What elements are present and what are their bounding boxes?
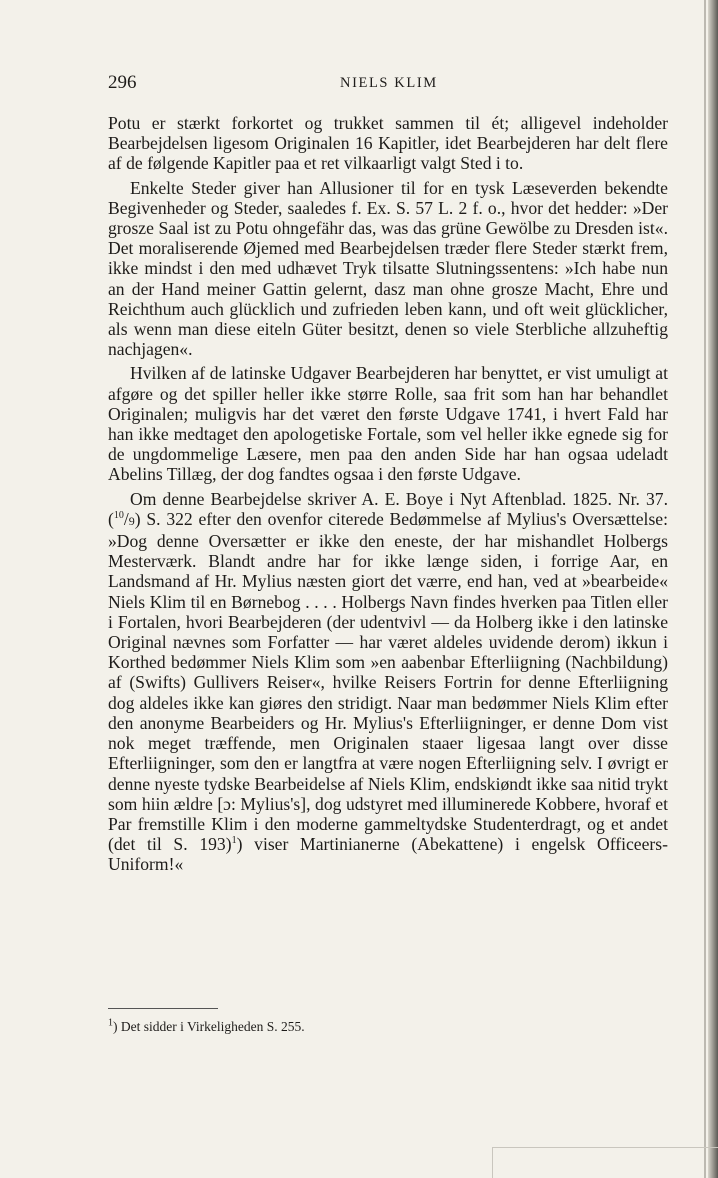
body-text — [108, 113, 668, 875]
paragraph-2: Enkelte Steder giver han Allusioner til for en tysk Læseverden bekendte Begivenheder og Steder, saaledes f. Ex. S. 57 L. 2 f. o., hvor det hedder: »Der grosze Saal ist zu Potu ohngefähr das, was das grüne Gewölbe zu Dresden ist«. Det moraliserende Øjemed med Bearbejdelsen træder flere Steder stærkt frem, ikke mindst i den med udhævet Tryk tilsatte Slutningssentens: »Ich habe nun an der Hand meiner Gattin gelernt, dasz man ohne grosze Macht, Ehre und Reichthum auch glücklich und zufrieden leben kann, und oft weit glücklicher, als wenn man diese eiteln Güter besitzt, denen so viele Sterbliche allzuheftig nachjagen«. — [108, 177, 668, 360]
paragraph-3: Hvilken af de latinske Udgaver Bearbejderen har benyttet, er vist umuligt at afgøre og det spiller heller ikke større Rolle, saa frit som han har behandlet Originalen; muligvis har det været den første Udgave 1741, i hvert Fald har han ikke medtaget den apologetiske Fortale, som vel heller ikke egnede sig for de ungdommelige Læsere, men paa den anden Side har han ogsaa udeladt Abelins Tillæg, der dog fandtes ogsaa i den første Udgave. — [108, 363, 668, 485]
paragraph-4-start: Om denne Bearbejdelse skriver A. E. Boye i Nyt Aftenblad. 1825. Nr. 37. ( — [108, 488, 668, 529]
paragraph-4-end: ) viser Martinianerne (Abekattene) i engelsk Officeers-Uniform!« — [108, 834, 668, 875]
paragraph-4-body: ) S. 322 efter den ovenfor citerede Bedømmelse af Mylius's Oversættelse: »Dog denne Oversætter er ikke den eneste, der har mishandlet Holbergs Mesterværk. Blandt andre har for ikke længe siden, i forrige Aar, en Landsmand af Hr. Mylius næsten giort det værre, end han, ved at »bearbeide« Niels Klim til en Børnebog . . . . Holbergs Navn findes hverken paa Titlen eller i Fortalen, hvori Bearbejderen (der udentvivl — da Holberg ikke i den latinske Original nævnes som Forfatter — har været aldeles uvidende derom) ikkun i Korthed bedømmer Niels Klim som »en aabenbar Efterliigning (Nachbildung) af (Swifts) Gullivers Reiser«, hvilke Reisers Fortrin for denne Efterliigning dog aldeles ikke kan giøres den stridigt. Naar man bedømmer Niels Klim efter den anonyme Bearbeiders og Hr. Mylius's Efterliigninger, er denne Dom vist nok meget træffende, men Originalen staaer ligesaa langt over disse Efterliigninger, som den er langtfra at være nogen Efterliigning selv. I øvrigt er denne nyeste tydske Bearbeidelse af Niels Klim, endskiøndt ikke saa nitid trykt som hiin ældre [ɔ: Mylius's], dog udstyret med illuminerede Kobbere, hvoraf et Par fremstille Klim i den moderne gammeltydske Studenterdragt, og et andet (det til S. 193) — [108, 508, 668, 855]
date-day: 10 — [113, 510, 124, 521]
paragraph-1: Potu er stærkt forkortet og trukket sammen til ét; alligevel indeholder Bearbejdelsen ligesom Originalen 16 Kapitler, idet Bearbejderen har delt flere af de følgende Kapitler paa et ret vilkaarligt valgt Sted i to. — [108, 113, 668, 174]
footnote-marker: 1 — [108, 1017, 113, 1029]
date-month: 9 — [128, 513, 135, 528]
footnote-reference: 1 — [231, 835, 237, 847]
page-number: 296 — [108, 72, 137, 93]
date-slash: / — [123, 508, 129, 529]
scan-corner-mark — [492, 1147, 718, 1178]
footnote-text: ) Det sidder i Virkeligheden S. 255. — [113, 1019, 305, 1034]
paragraph-4 — [108, 489, 668, 875]
footnote — [108, 1019, 668, 1035]
page-header — [108, 72, 668, 98]
page-edge-shadow — [708, 0, 718, 1178]
page-gutter-line — [704, 0, 706, 1178]
running-head: NIELS KLIM — [340, 75, 438, 91]
footnote-divider — [108, 1008, 218, 1009]
